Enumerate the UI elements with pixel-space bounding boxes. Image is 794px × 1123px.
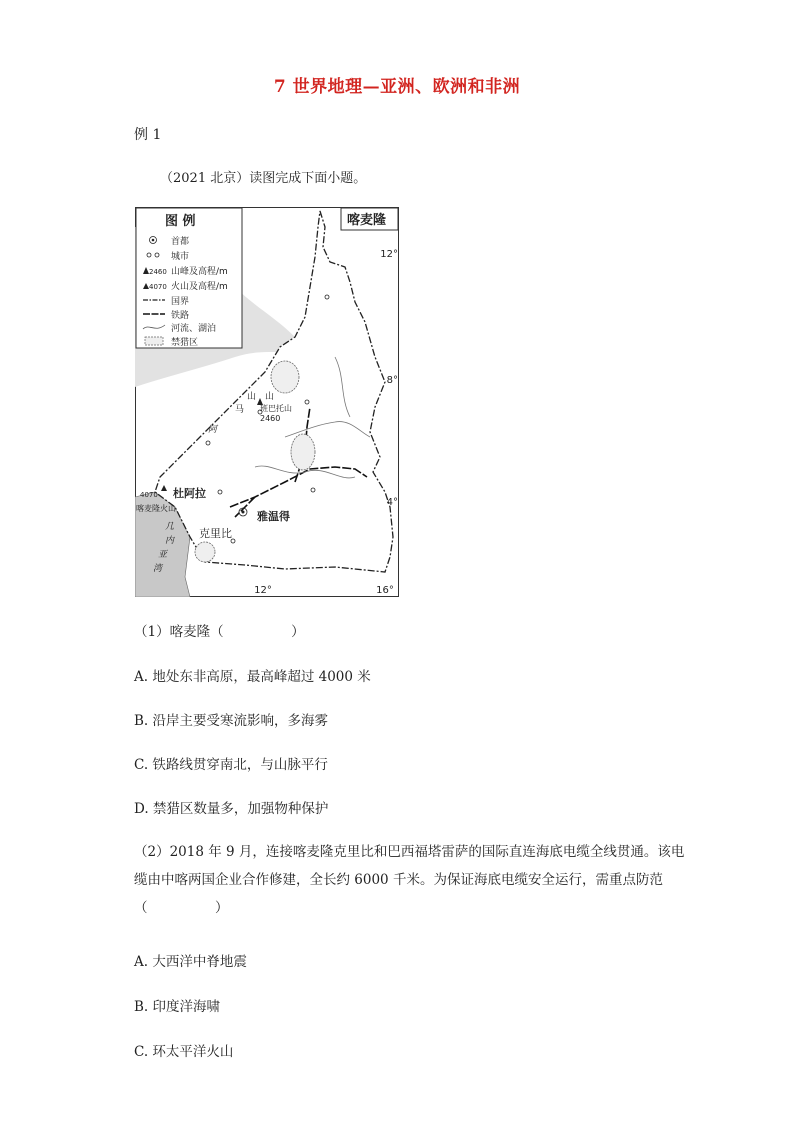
map-legend [136,208,242,348]
q1-option-d: D. 禁猎区数量多，加强物种保护 [134,801,329,817]
q2-option-a: A. 大西洋中脊地震 [134,954,247,970]
svg-text:4070: 4070 [140,491,158,499]
svg-text:亚: 亚 [158,550,168,560]
svg-text:铁路: 铁路 [171,311,190,321]
svg-text:马: 马 [235,405,245,415]
reserve-icon [145,337,163,345]
svg-text:山: 山 [247,392,257,402]
svg-text:内: 内 [165,536,175,546]
svg-text:山峰及高程/m: 山峰及高程/m [171,267,228,277]
svg-text:禁猎区: 禁猎区 [171,338,199,348]
reserve-area [195,542,215,562]
svg-text:国界: 国界 [171,297,190,307]
svg-text:河流、湖泊: 河流、湖泊 [171,324,217,334]
svg-text:16°: 16° [376,585,394,596]
svg-text:湾: 湾 [153,564,163,574]
svg-text:2460: 2460 [260,414,281,423]
legend-title: 图 例 [165,214,196,229]
svg-text:克里比: 克里比 [199,527,232,540]
svg-text:班巴: 班巴 [260,404,276,413]
page-title: 7 世界地理—亚洲、欧洲和非洲 [273,77,521,97]
q2-stem: （2）2018 年 9 月，连接喀麦隆克里比和巴西福塔雷萨的国际直连海底电缆全线贯通。该电缆由中喀两国企业合作修建，全长约 6000 千米。为保证海底电缆安全运行，需重点防范（ ） [134,844,685,916]
reserve-area [291,434,315,470]
cameroon-map [135,207,399,597]
example-label: 例 1 [134,127,162,143]
svg-text:12°: 12° [254,585,272,596]
svg-text:首都: 首都 [171,237,190,247]
svg-text:雅温得: 雅温得 [257,510,290,523]
svg-text:城市: 城市 [171,252,190,262]
q2-option-b: B. 印度洋海啸 [134,999,221,1015]
svg-text:火山及高程/m: 火山及高程/m [171,282,228,292]
svg-text:12°: 12° [380,249,398,260]
question-intro: （2021 北京）读图完成下面小题。 [160,171,367,186]
q1-stem: （1）喀麦隆（ ） [134,624,305,640]
svg-text:2460: 2460 [149,268,167,276]
q1-option-b: B. 沿岸主要受寒流影响，多海雾 [134,713,329,729]
q1-option-c: C. 铁路线贯穿南北，与山脉平行 [134,757,328,773]
svg-text:喀麦隆火山: 喀麦隆火山 [136,504,176,513]
svg-text:几: 几 [165,522,175,532]
svg-text:杜阿拉: 杜阿拉 [173,487,206,500]
svg-text:托山: 托山 [276,404,292,413]
svg-text:4°: 4° [386,497,398,508]
q1-option-a: A. 地处东非高原，最高峰超过 4000 米 [134,669,371,685]
country-label: 喀麦隆 [347,213,387,228]
reserve-area [271,361,299,393]
q2-option-c: C. 环太平洋火山 [134,1044,234,1060]
svg-text:阿: 阿 [208,425,218,435]
svg-text:8°: 8° [386,375,398,386]
svg-text:4070: 4070 [149,283,167,291]
svg-text:山: 山 [265,392,275,402]
